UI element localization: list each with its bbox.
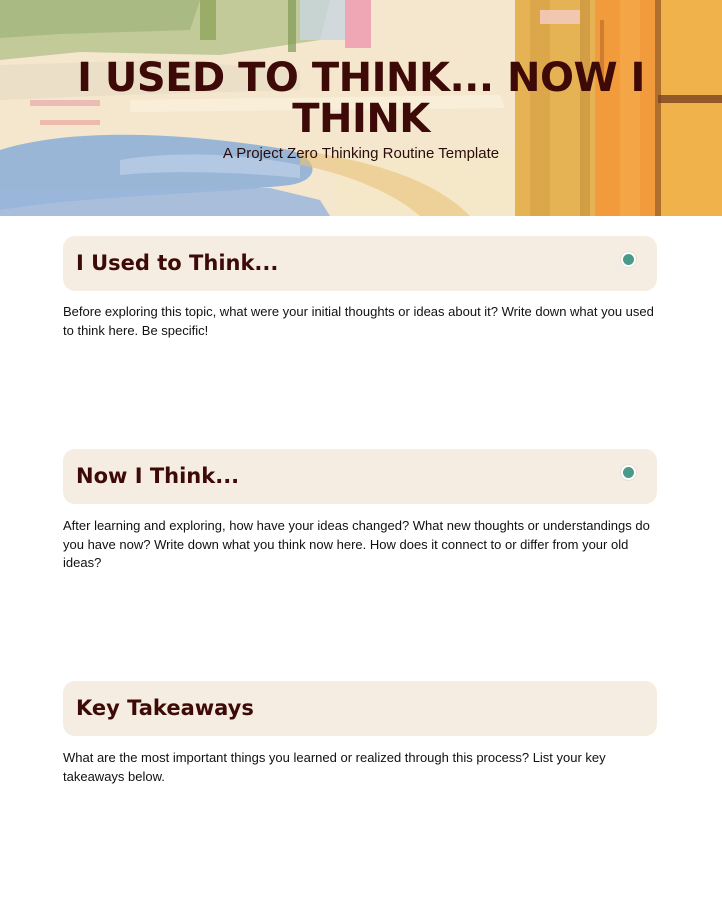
section-title: I Used to Think... <box>76 251 279 275</box>
section-header-key-takeaways <box>63 681 657 736</box>
section-prompt: Before exploring this topic, what were your initial thoughts or ideas about it? Write down what you used to think here. Be specific! <box>63 304 654 338</box>
status-dot-icon <box>621 252 636 267</box>
page-title: I USED TO THINK... NOW I THINK <box>77 55 645 142</box>
section-title: Key Takeaways <box>76 696 254 720</box>
section-prompt: What are the most important things you learned or realized through this process? List your key takeaways below. <box>63 750 606 784</box>
section-title: Now I Think... <box>76 464 240 488</box>
page-subtitle: A Project Zero Thinking Routine Template <box>222 145 500 162</box>
status-dot-icon <box>621 465 636 480</box>
header-banner <box>0 0 722 216</box>
section-header-now-i-think <box>63 449 657 504</box>
section-header-used-to-think <box>63 236 657 291</box>
section-prompt: After learning and exploring, how have your ideas changed? What new thoughts or understandings do you have now? Write down what you think now here. How does it connect to or differ from your old ideas? <box>63 518 650 570</box>
